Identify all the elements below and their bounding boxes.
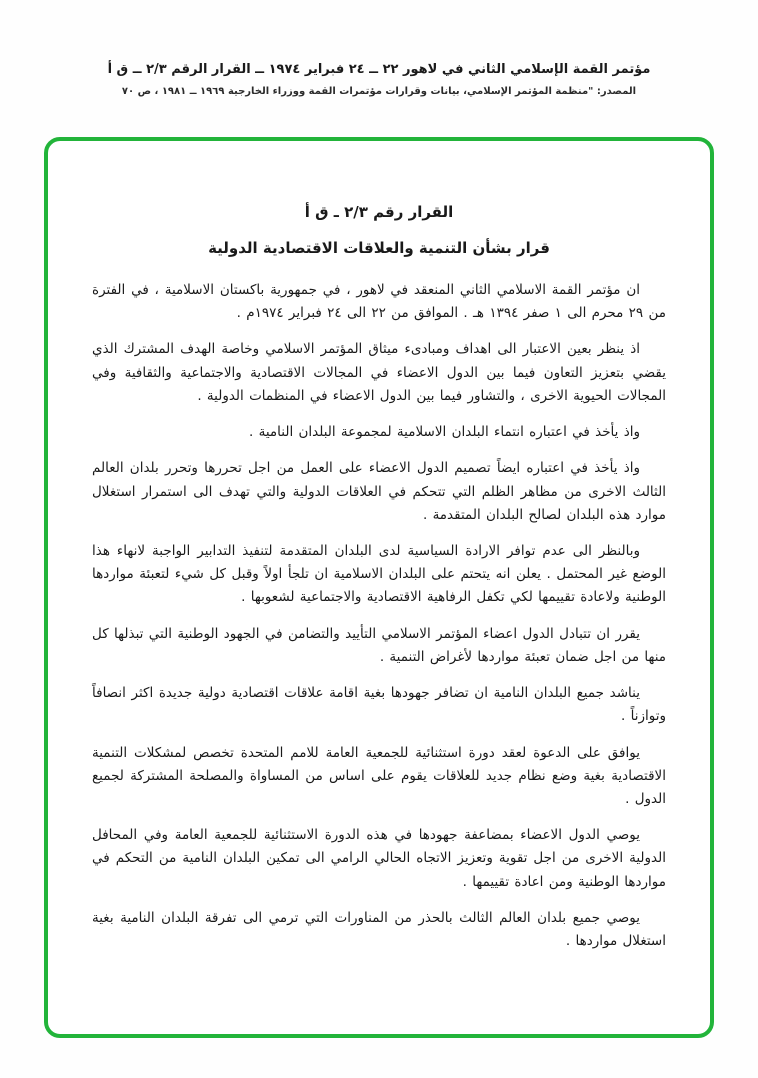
document-source-citation: المصدر: "منظمة المؤتمر الإسلامي، بيانات وقرارات مؤتمرات القمة ووزراء الخارجية ١٩٦٩ ــ ١٩٨١ ، ص ٧٠ <box>121 86 637 97</box>
document-green-frame <box>44 137 714 1038</box>
paragraph: يوصي جميع بلدان العالم الثالث بالحذر من المناورات التي ترمي الى تفرقة البلدان النامية بغية استغلال مواردها . <box>92 909 666 950</box>
paragraph: يناشد جميع البلدان النامية ان تضافر جهودها بغية اقامة علاقات اقتصادية دولية جديدة اكثر انصافاً وتوازناً . <box>92 685 666 725</box>
paragraph: يوافق على الدعوة لعقد دورة استثنائية للجمعية العامة للامم المتحدة تخصص لمشكلات التنمية الاقتصادية بغية وضع نظام جديد للعلاقات يقوم على اساس من المساواة والمصلحة المشتركة لجميع الدول . <box>92 744 666 807</box>
paragraph: وبالنظر الى عدم توافر الارادة السياسية لدى البلدان المتقدمة لتنفيذ التدابير الواجبة لانهاء هذا الوضع غير المحتمل . يعلن انه يتحتم على البلدان الاسلامية ان تلجأ اولاً وقبل كل شيء لتعبئة مواردها الوطنية ولاعادة تقييمها لكي تكفل الرفاهية الاقتصادية والاجتماعية لشعوبها . <box>92 542 666 606</box>
paragraph: ان مؤتمر القمة الاسلامي الثاني المنعقد في لاهور ، في جمهورية باكستان الاسلامية ، في الفترة من ٢٩ محرم الى ١ صفر ١٣٩٤ هـ . الموافق من ٢٢ الى ٢٤ فبراير ١٩٧٤م . <box>92 282 666 322</box>
resolution-number-title: القرار رقم ٢/٣ ـ ق أ <box>304 203 454 221</box>
paragraph: اذ ينظر بعين الاعتبار الى اهداف ومبادىء ميثاق المؤتمر الاسلامي وخاصة الهدف المشترك الذي يقضي بتعزيز التعاون فيما بين الدول الاعضاء في المجالات الاقتصادية والاجتماعية والثقافية وفي المجالات الحيوية الاخرى ، والتشاور فيما بين الدول الاعضاء في المنظمات الدولية . <box>92 341 666 404</box>
resolution-body <box>92 279 666 953</box>
paragraph: واذ يأخذ في اعتباره ايضاً تصميم الدول الاعضاء على العمل من اجل تحررها وتحرر بلدان العالم الثالث الاخرى من مظاهر الظلم التي تتحكم في العلاقات الدولية والتي تهدف الى استمرار استغلال موارد هذه البلدان لصالح البلدان المتقدمة . <box>92 460 666 523</box>
document-header <box>0 0 758 97</box>
paragraph: يوصي الدول الاعضاء بمضاعفة جهودها في هذه الدورة الاستثنائية للجمعية العامة وفي المحافل الدولية الاخرى من اجل تقوية وتعزيز الاتجاه الحالي الرامي الى تمكين البلدان النامية من التحكم في مواردها الوطنية ومن اعادة تقييمها . <box>92 827 666 890</box>
paragraph: يقرر ان تتبادل الدول اعضاء المؤتمر الاسلامي التأييد والتضامن في الجهود الوطنية التي تبذلها كل منها من اجل ضمان تعبئة مواردها لأغراض التنمية . <box>92 625 666 665</box>
resolution-subject-title: قرار بشأن التنمية والعلاقات الاقتصادية الدولية <box>208 239 550 257</box>
document-header-title: مؤتمر القمة الإسلامي الثاني في لاهور ٢٢ ــ ٢٤ فبراير ١٩٧٤ ــ القرار الرقم ٢/٣ ــ ق أ <box>107 62 651 77</box>
paragraph: واذ يأخذ في اعتباره انتماء البلدان الاسلامية لمجموعة البلدان النامية . <box>249 424 640 441</box>
